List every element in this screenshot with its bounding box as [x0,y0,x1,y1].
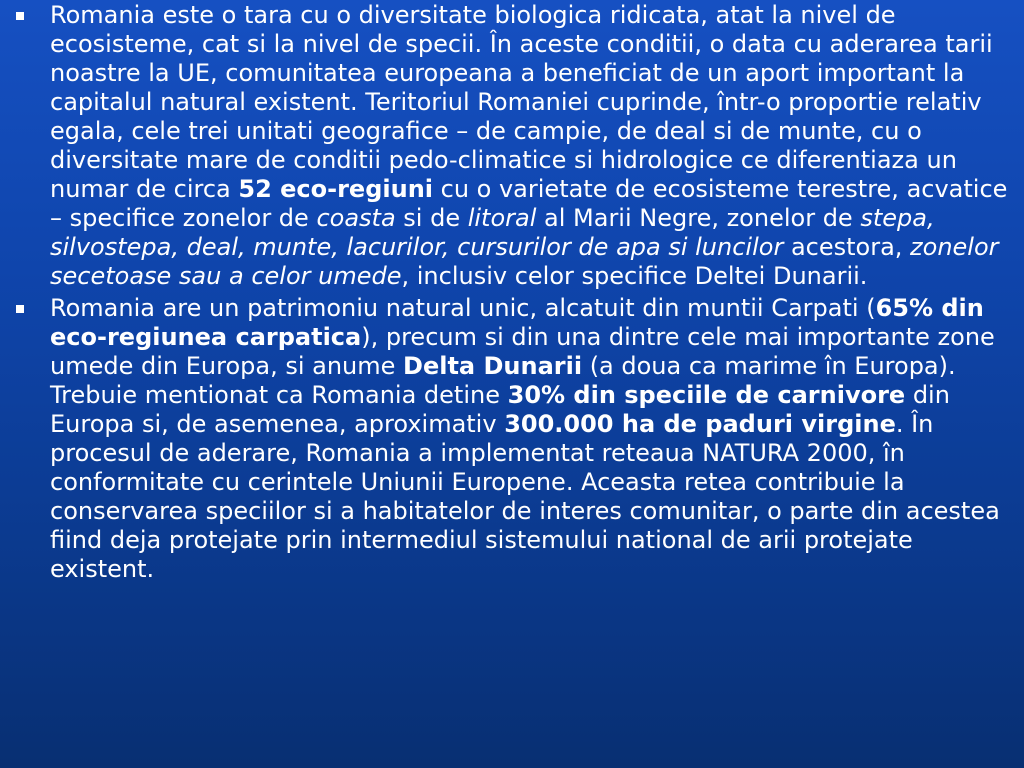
bullet-text-segment: din Europa si, de asemenea, aproximativ [50,381,950,438]
bullet-text-segment: Romania are un patrimoniu natural unic, alcatuit din muntii Carpati ( [50,294,876,322]
bullet-list [0,1,1014,584]
bullet-item-natural-heritage [0,294,1014,584]
bullet-text-italic: litoral [467,204,537,232]
bullet-text-segment: Romania este o tara cu o diversitate biologica ridicata, atat la nivel de ecosisteme, cat si la nivel de specii. În aceste conditii, o data cu aderarea tarii noastre la UE, comunitatea europeana a beneficiat de un aport important la capitalul natural existent. Teritoriul Romaniei cuprinde, într-o proportie relativ egala, cele trei unitati geografice – de campie, de deal si de munte, cu o diversitate mare de conditii pedo-climatice si hidrologice ce diferentiaza un numar de circa [50,1,993,203]
bullet-text-italic: stepa, silvostepa, deal, munte, lacurilor, cursurilor de apa si luncilor [50,204,935,261]
bullet-text-segment: al Marii Negre, zonelor de [536,204,861,232]
bullet-text-segment: cu o varietate de ecosisteme terestre, acvatice – specifice zonelor de [50,175,1008,232]
bullet-text-bold: 30% din speciile de carnivore [507,381,906,409]
square-bullet-icon [16,12,24,20]
bullet-text-segment: acestora, [783,233,911,261]
bullet-text-segment: si de [395,204,468,232]
bullet-text-italic: zonelor secetoase sau a celor umede [50,233,999,290]
bullet-text-italic: coasta [316,204,396,232]
bullet-text-bold: 300.000 ha de paduri virgine [504,410,896,438]
square-bullet-icon [16,305,24,313]
bullet-item-biodiversity [0,1,1014,291]
bullet-text-segment: , inclusiv celor specifice Deltei Dunarii. [401,262,868,290]
bullet-text-bold: Delta Dunarii [403,352,583,380]
bullet-text-bold: 52 eco-regiuni [238,175,433,203]
bullet-text-segment: . În procesul de aderare, Romania a implementat reteaua NATURA 2000, în conformitate cu cerintele Uniunii Europene. Aceasta retea contribuie la conservarea speciilor si a habitatelor de interes comunitar, o parte din acestea fiind deja protejate prin intermediul sistemului national de arii protejate existent. [50,410,1000,583]
bullet-text-segment: ), precum si din una dintre cele mai importante zone umede din Europa, si anume [50,323,995,380]
bullet-text-bold: 65% din eco-regiunea carpatica [50,294,984,351]
bullet-text-segment: (a doua ca marime în Europa). Trebuie mentionat ca Romania detine [50,352,956,409]
